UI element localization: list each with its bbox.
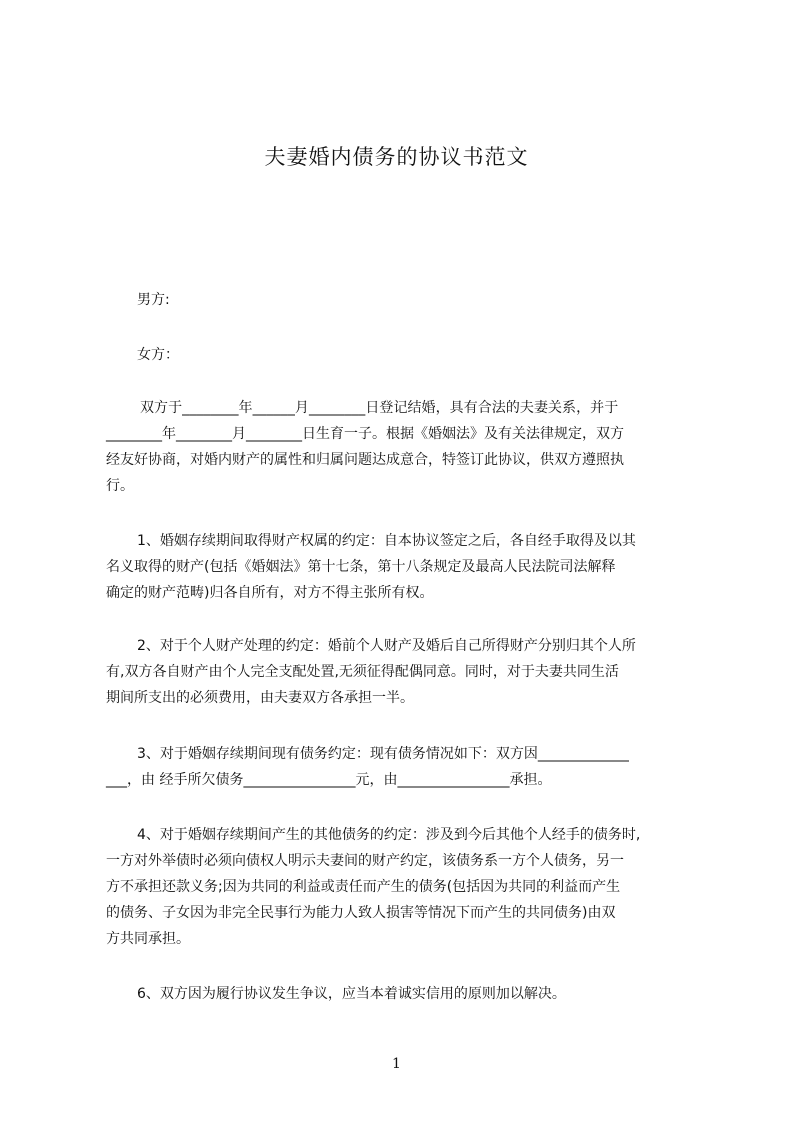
male-party-label: 男方: — [137, 292, 170, 308]
intro-line-1: 双方于________年______月________日登记结婚，具有合法的夫妻关系，并于 — [140, 400, 619, 416]
intro-line-2: ________年________月________日生育一子。根据《婚姻法》及有关法律规定，双方 — [106, 426, 624, 442]
clause-1-line-2: 名义取得的财产(包括《婚姻法》第十七条，第十八条规定及最高人民法院司法解释 — [106, 559, 616, 575]
clause-3-line-1: 3、对于婚姻存续期间现有债务约定：现有债务情况如下：双方因_____________ — [137, 746, 629, 762]
intro-line-4: 行。 — [106, 478, 134, 494]
page-number: 1 — [392, 1056, 401, 1072]
clause-1-line-3: 确定的财产范畴)归各自所有，对方不得主张所有权。 — [106, 585, 434, 601]
clause-4-line-4: 的债务、子女因为非完全民事行为能力人致人损害等情况下而产生的共同债务)由双 — [106, 905, 616, 921]
clause-4-line-2: 一方对外举债时必须向债权人明示夫妻间的财产约定，该债务系一方个人债务，另一 — [106, 853, 624, 869]
clause-4-line-1: 4、对于婚姻存续期间产生的其他债务的约定：涉及到今后其他个人经手的债务时, — [137, 827, 641, 843]
clause-4-line-3: 方不承担还款义务;因为共同的利益或责任而产生的债务(包括因为共同的利益而产生 — [106, 879, 621, 895]
clause-2-line-3: 期间所支出的必须费用，由夫妻双方各承担一半。 — [106, 690, 414, 706]
clause-1-line-1: 1、婚姻存续期间取得财产权属的约定：自本协议签定之后，各自经手取得及以其 — [137, 533, 636, 549]
document-title: 夫妻婚内债务的协议书范文 — [264, 145, 529, 169]
female-party-label: 女方： — [137, 347, 179, 363]
clause-2-line-2: 有,双方各自财产由个人完全支配处置,无须征得配偶同意。同时，对于夫妻共同生活 — [106, 664, 619, 680]
intro-line-3: 经友好协商，对婚内财产的属性和归属问题达成意合，特签订此协议，供双方遵照执 — [106, 452, 624, 468]
clause-6-line-1: 6、双方因为履行协议发生争议，应当本着诚实信用的原则加以解决。 — [137, 986, 566, 1002]
clause-3-line-2: ___，由 经手所欠债务________________元，由________________承担。 — [106, 772, 552, 788]
clause-2-line-1: 2、对于个人财产处理的约定：婚前个人财产及婚后自己所得财产分别归其个人所 — [137, 638, 636, 654]
clause-4-line-5: 方共同承担。 — [106, 931, 190, 947]
